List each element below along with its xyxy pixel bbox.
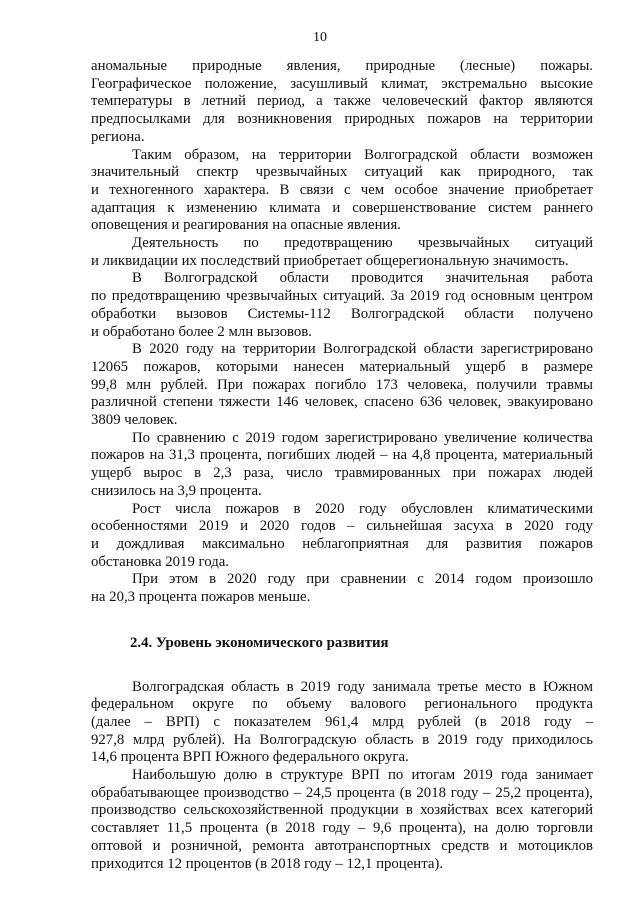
text-line: на 20,3 процента пожаров меньше. — [91, 589, 311, 606]
text-line: В 2020 году на территории Волгоградской области зарегистрировано — [132, 341, 593, 358]
document-body — [91, 58, 593, 873]
economy-paragraph — [91, 767, 593, 873]
text-line: ущерб вырос в 2,3 раза, число травмированных при пожарах людей — [91, 465, 593, 482]
text-line: Географическое положение, засушливый климат, экстремально высокие — [91, 75, 593, 92]
text-line: региона. — [91, 128, 145, 145]
text-line: 3809 человек. — [91, 412, 178, 429]
body-paragraph — [91, 235, 593, 270]
body-paragraph — [91, 270, 593, 341]
text-line: оптовой и розничной, ремонта автотранспортных средств и мотоциклов — [91, 837, 593, 854]
text-line: различной степени тяжести 146 человек, спасено 636 человек, эвакуировано — [91, 394, 593, 411]
section-heading: 2.4. Уровень экономического развития — [130, 634, 389, 651]
text-line: Рост числа пожаров в 2020 году обусловлен климатическими — [132, 500, 593, 517]
text-line: 12065 пожаров, которыми нанесен материальный ущерб в размере — [91, 358, 593, 375]
text-line: и техногенного характера. В связи с чем особое значение приобретает — [91, 181, 593, 198]
body-paragraph — [91, 430, 593, 501]
text-line: и обработано более 2 млн вызовов. — [91, 323, 312, 340]
text-line: составляет 11,5 процента (в 2018 году – 9,6 процента), на долю торговли — [91, 820, 593, 837]
text-line: 927,8 млрд рублей). На Волгоградскую область в 2019 году приходилось — [91, 731, 593, 748]
body-paragraph — [91, 147, 593, 236]
text-line: приходится 12 процентов (в 2018 году – 12,1 процента). — [91, 855, 444, 872]
text-line: обрабатывающее производство – 24,5 процента (в 2018 году – 25,2 процента), — [91, 784, 593, 801]
text-line: 14,6 процента ВРП Южного федерального округа. — [91, 749, 409, 766]
body-paragraph — [91, 341, 593, 430]
text-line: пожаров на 31,3 процента, погибших людей – на 4,8 процента, материальный — [91, 447, 593, 464]
text-block-after-heading — [91, 679, 593, 874]
text-line: федеральном округе по объему валового регионального продукта — [91, 696, 593, 713]
economy-paragraph — [91, 679, 593, 768]
text-line: температуры в летний период, а также человеческий фактор являются — [91, 93, 593, 110]
text-line: снизилось на 3,9 процента. — [91, 482, 262, 499]
text-line: значительный спектр чрезвычайных ситуаций как природного, так — [91, 164, 593, 181]
body-paragraph — [91, 571, 593, 606]
text-line: (далее – ВРП) с показателем 961,4 млрд рублей (в 2018 году – — [91, 713, 593, 730]
text-line: При этом в 2020 году при сравнении с 2014 годом произошло — [132, 571, 593, 588]
text-line: В Волгоградской области проводится значительная работа — [132, 270, 593, 287]
text-line: обстановка 2019 года. — [91, 553, 230, 570]
text-line: предпосылками для возникновения природных пожаров на территории — [91, 111, 593, 128]
body-paragraph — [91, 501, 593, 572]
text-line: 99,8 млн рублей. При пожарах погибло 173 человека, получили травмы — [91, 376, 593, 393]
text-line: адаптация к изменению климата и совершенствование систем раннего — [91, 199, 593, 216]
text-line: Наибольшую долю в структуре ВРП по итогам 2019 года занимает — [132, 767, 593, 784]
text-line: производство сельскохозяйственной продукции в хозяйствах всех категорий — [91, 802, 593, 819]
page-number: 10 — [313, 30, 327, 45]
text-line: особенностями 2019 и 2020 годов – сильнейшая засуха в 2020 году — [91, 518, 593, 535]
text-line: аномальные природные явления, природные (лесные) пожары. — [91, 58, 593, 74]
body-paragraph — [91, 58, 593, 147]
text-line: и ликвидации их последствий приобретает общерегиональную значимость. — [91, 252, 569, 269]
text-line: и дождливая максимально неблагоприятная для развития пожаров — [91, 535, 593, 552]
text-line: обработки вызовов Системы-112 Волгоградской области получено — [91, 305, 593, 322]
text-line: Волгоградская область в 2019 году занимала третье место в Южном — [132, 678, 593, 695]
text-line: Деятельность по предотвращению чрезвычайных ситуаций — [132, 235, 593, 252]
text-line: по предотвращению чрезвычайных ситуаций. За 2019 год основным центром — [91, 288, 593, 305]
text-line: По сравнению с 2019 годом зарегистрировано увеличение количества — [132, 429, 593, 446]
text-line: оповещения и реагирования на опасные явления. — [91, 217, 401, 234]
text-block-before-heading — [91, 58, 593, 607]
text-line: Таким образом, на территории Волгоградской области возможен — [132, 146, 593, 163]
